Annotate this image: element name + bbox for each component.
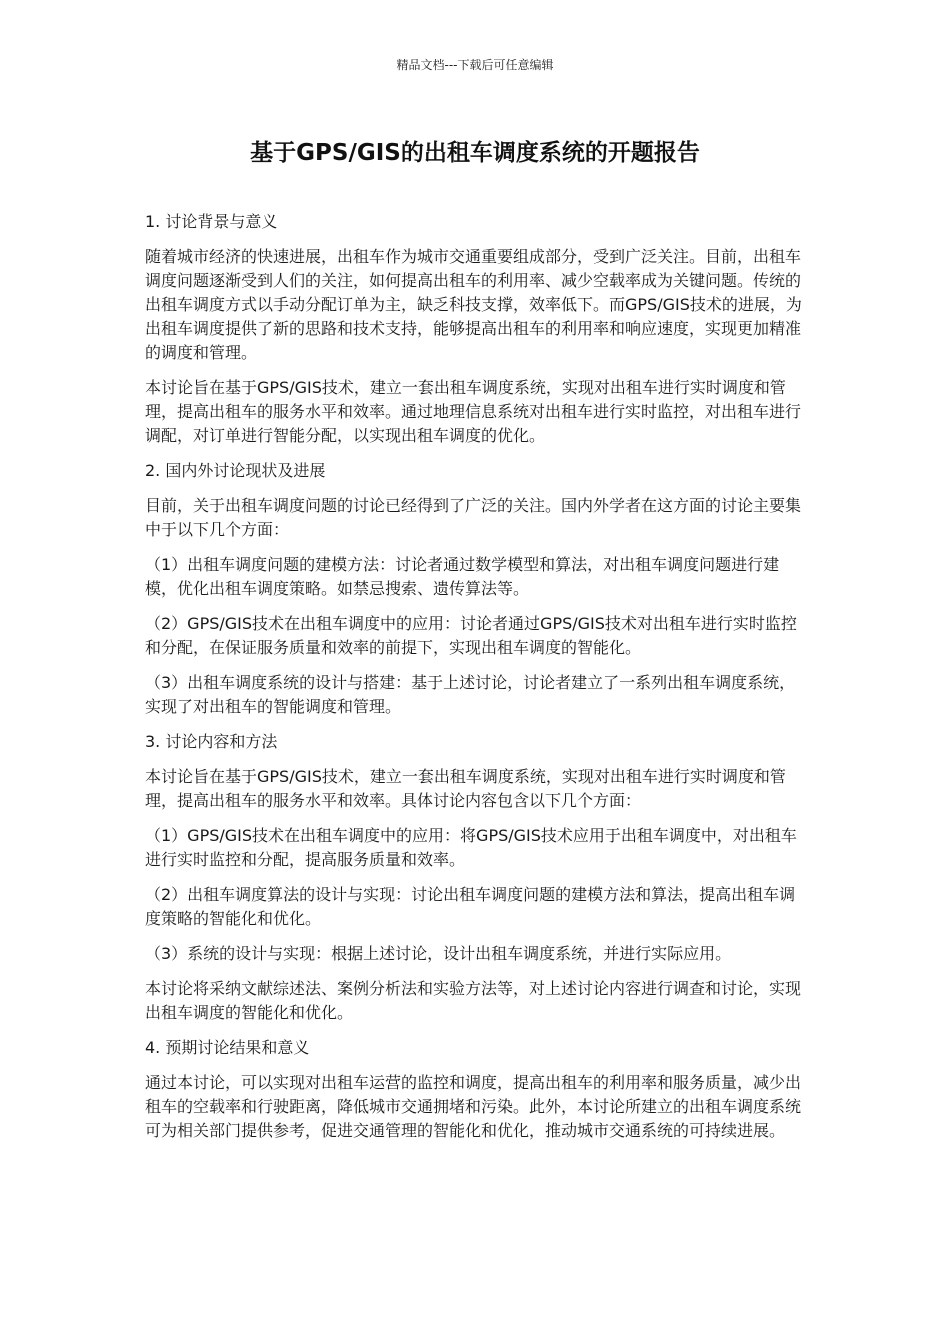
paragraph: （1）GPS/GIS技术在出租车调度中的应用：将GPS/GIS技术应用于出租车调度中，对出租车进行实时监控和分配，提高服务质量和效率。	[145, 826, 797, 869]
paragraph: （2）GPS/GIS技术在出租车调度中的应用：讨论者通过GPS/GIS技术对出租车进行实时监控和分配，在保证服务质量和效率的前提下，实现出租车调度的智能化。	[145, 614, 797, 657]
paragraph: 本讨论旨在基于GPS/GIS技术，建立一套出租车调度系统，实现对出租车进行实时调度和管理，提高出租车的服务水平和效率。具体讨论内容包含以下几个方面：	[145, 767, 786, 810]
section-heading-status: 2. 国内外讨论现状及进展	[145, 461, 326, 480]
paragraph: 通过本讨论，可以实现对出租车运营的监控和调度，提高出租车的利用率和服务质量，减少出租车的空载率和行驶距离，降低城市交通拥堵和污染。此外，本讨论所建立的出租车调度系统可为相关部门提供参考，促进交通管理的智能化和优化，推动城市交通系统的可持续进展。	[145, 1073, 802, 1140]
paragraph: 本讨论将采纳文献综述法、案例分析法和实验方法等，对上述讨论内容进行调查和讨论，实现出租车调度的智能化和优化。	[145, 979, 802, 1022]
page-header: 精品文档---下载后可任意编辑	[396, 58, 554, 72]
paragraph: （1）出租车调度问题的建模方法：讨论者通过数学模型和算法，对出租车调度问题进行建模，优化出租车调度策略。如禁忌搜索、遗传算法等。	[145, 555, 780, 598]
paragraph: （3）出租车调度系统的设计与搭建：基于上述讨论，讨论者建立了一系列出租车调度系统，实现了对出租车的智能调度和管理。	[145, 673, 796, 716]
section-heading-expected-results: 4. 预期讨论结果和意义	[145, 1038, 310, 1057]
paragraph: （3）系统的设计与实现：根据上述讨论，设计出租车调度系统，并进行实际应用。	[145, 944, 732, 963]
document-title: 基于GPS/GIS的出租车调度系统的开题报告	[250, 140, 700, 166]
paragraph: （2）出租车调度算法的设计与实现：讨论出租车调度问题的建模方法和算法，提高出租车调度策略的智能化和优化。	[145, 885, 796, 928]
document-body	[145, 210, 807, 1154]
paragraph: 本讨论旨在基于GPS/GIS技术，建立一套出租车调度系统，实现对出租车进行实时调度和管理，提高出租车的服务水平和效率。通过地理信息系统对出租车进行实时监控，对出租车进行调配，对订单进行智能分配，以实现出租车调度的优化。	[145, 378, 802, 445]
paragraph: 随着城市经济的快速进展，出租车作为城市交通重要组成部分，受到广泛关注。目前，出租车调度问题逐渐受到人们的关注，如何提高出租车的利用率、减少空载率成为关键问题。传统的出租车调度方式以手动分配订单为主，缺乏科技支撑，效率低下。而GPS/GIS技术的进展，为出租车调度提供了新的思路和技术支持，能够提高出租车的利用率和响应速度，实现更加精准的调度和管理。	[145, 247, 802, 362]
paragraph: 目前，关于出租车调度问题的讨论已经得到了广泛的关注。国内外学者在这方面的讨论主要集中于以下几个方面：	[145, 496, 802, 539]
section-heading-background: 1. 讨论背景与意义	[145, 212, 278, 231]
section-heading-content-methods: 3. 讨论内容和方法	[145, 732, 278, 751]
